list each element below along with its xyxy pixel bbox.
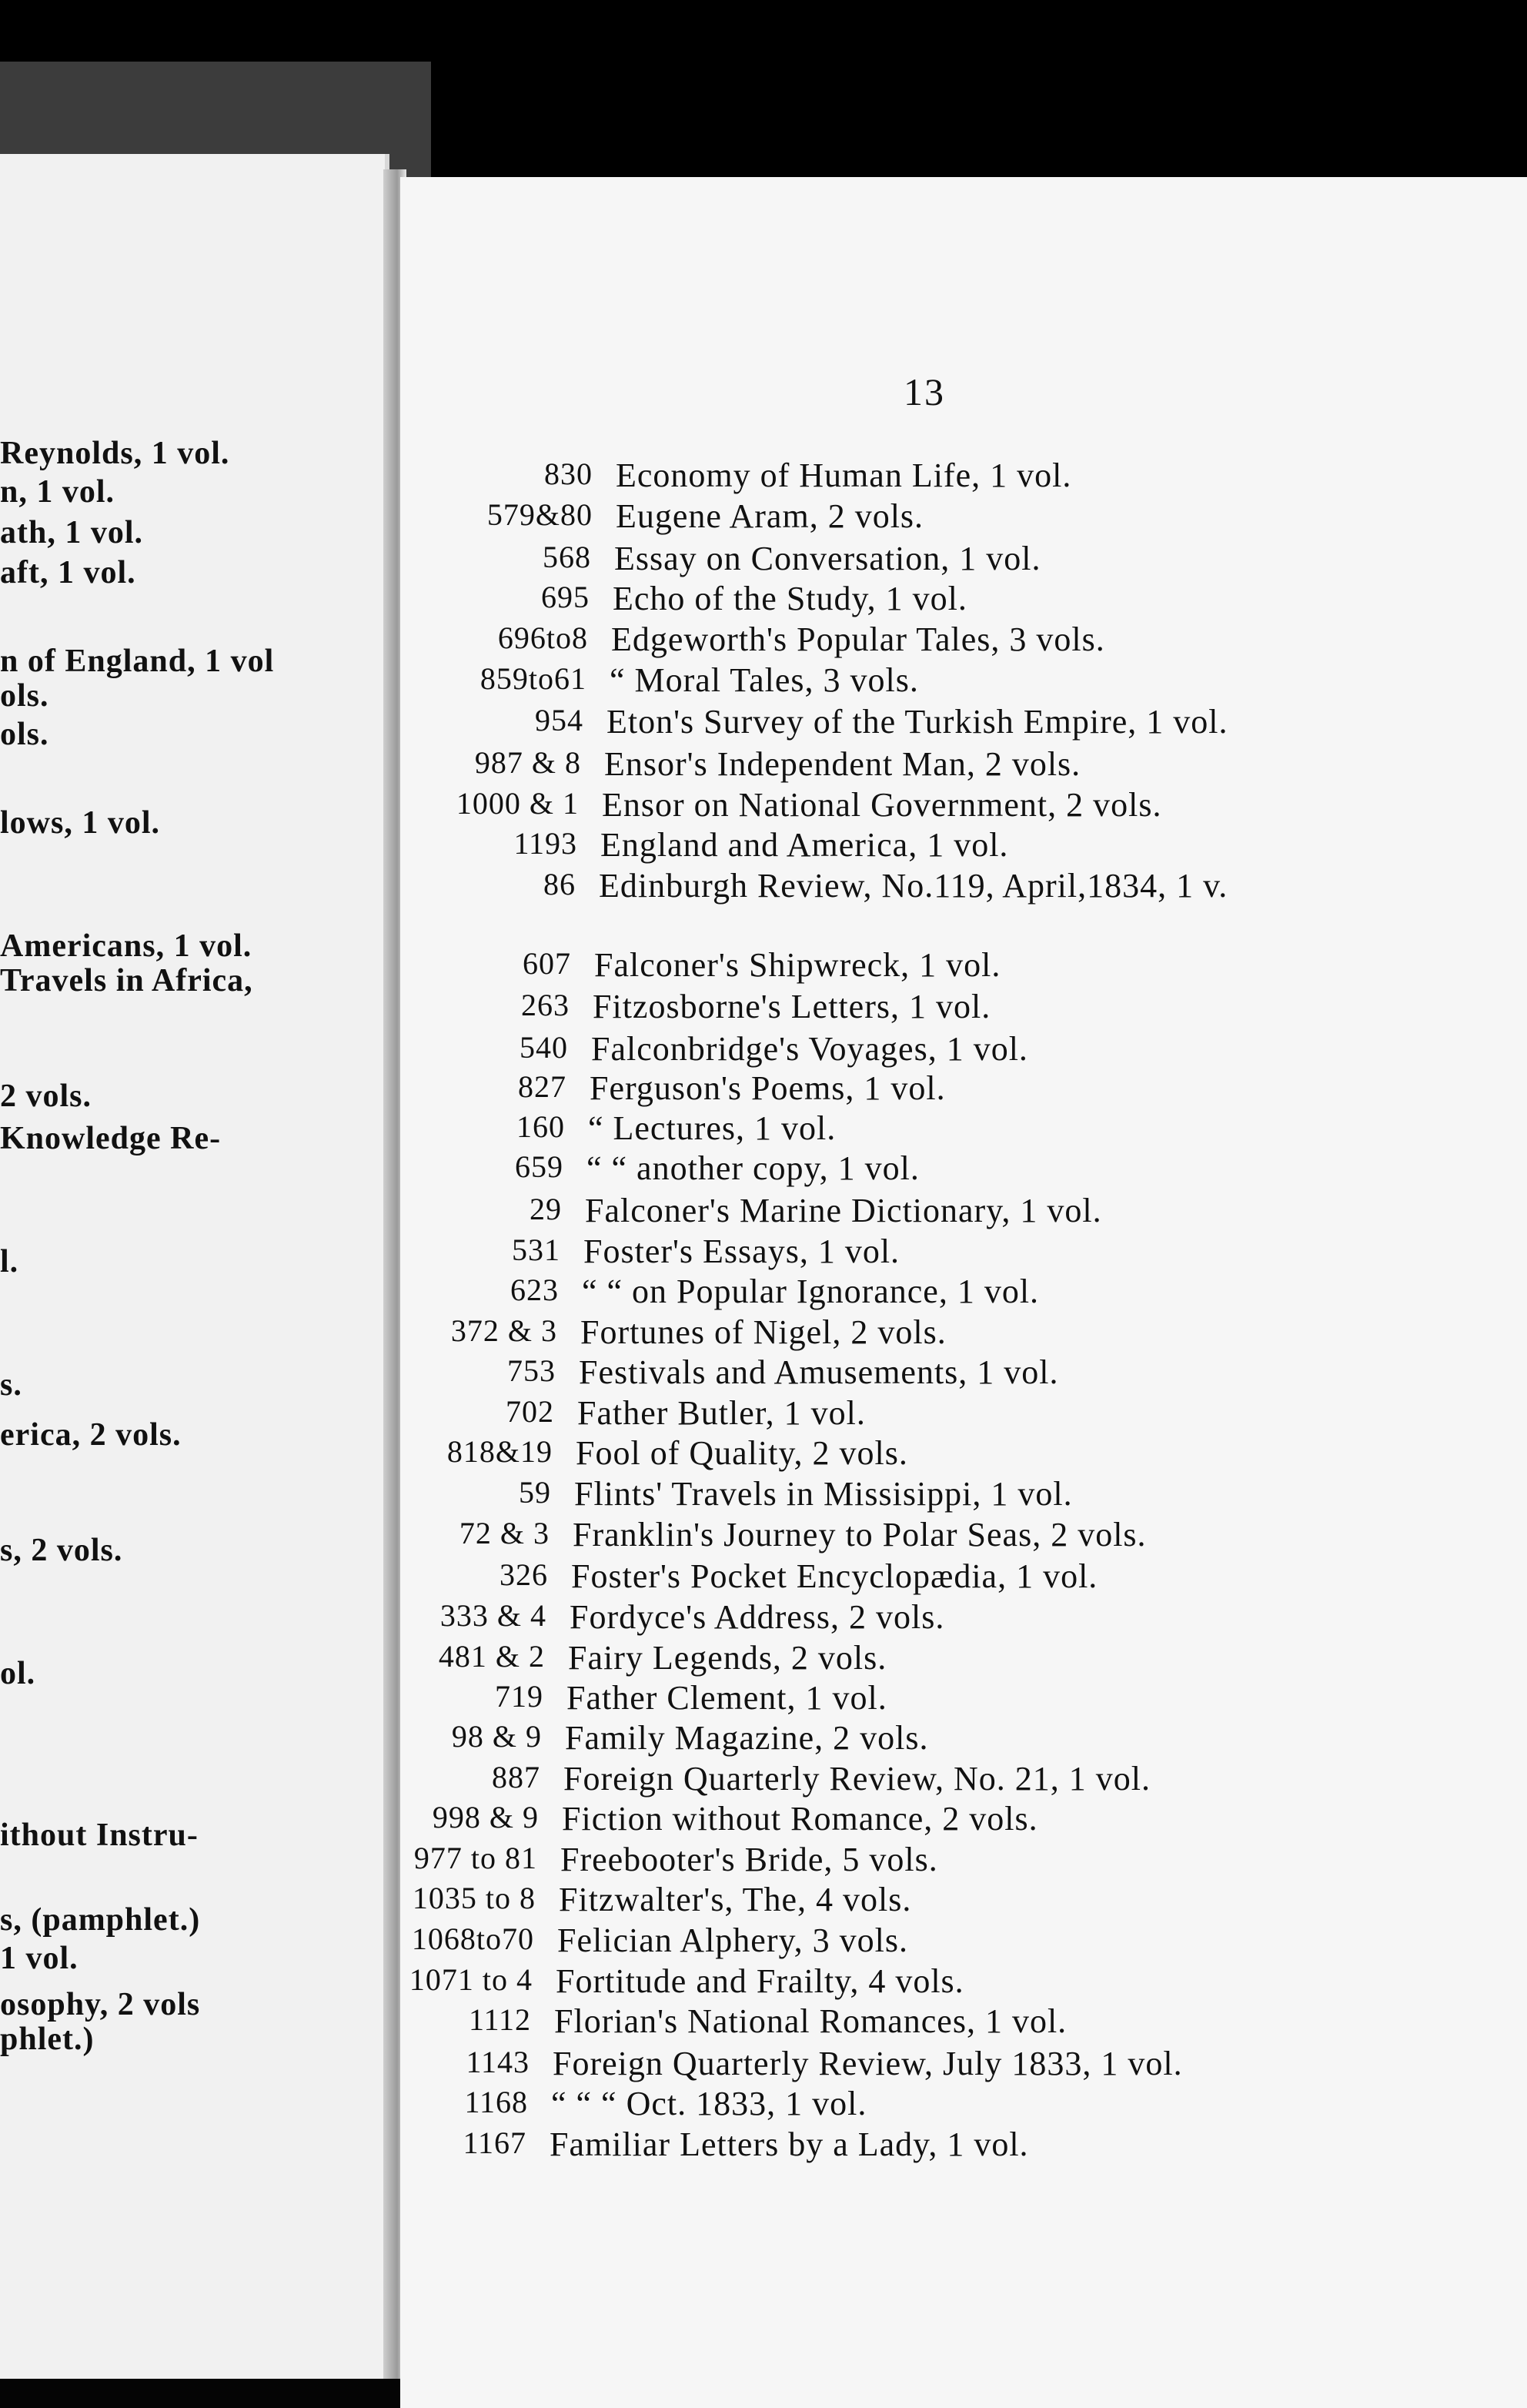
catalogue-entry bbox=[394, 1353, 1509, 1393]
entry-number: 160 bbox=[516, 1109, 565, 1144]
entry-title: Father Butler, 1 vol. bbox=[577, 1394, 866, 1432]
catalogue-entry bbox=[403, 1109, 1509, 1149]
left-page-line: aft, 1 vol. bbox=[0, 555, 136, 590]
catalogue-entry bbox=[414, 866, 1509, 906]
entry-title: England and America, 1 vol. bbox=[600, 826, 1009, 864]
left-page-line: Americans, 1 vol. bbox=[0, 928, 252, 964]
entry-title: Ensor on National Government, 2 vols. bbox=[602, 786, 1162, 824]
entry-title: Fitzwalter's, The, 4 vols. bbox=[559, 1881, 912, 1918]
catalogue-entry bbox=[380, 1718, 1509, 1758]
left-page-line: lows, 1 vol. bbox=[0, 805, 161, 841]
entry-number: 1068to70 bbox=[411, 1921, 534, 1956]
entry-number: 372 & 3 bbox=[450, 1313, 557, 1348]
entry-number: 326 bbox=[500, 1557, 548, 1592]
entry-number: 1168 bbox=[464, 2085, 528, 2119]
entry-title: Edgeworth's Popular Tales, 3 vols. bbox=[611, 620, 1105, 658]
entry-number: 86 bbox=[543, 867, 576, 901]
catalogue-entry bbox=[382, 1678, 1509, 1718]
left-page-line: phlet.) bbox=[0, 2022, 95, 2057]
entry-title: Eton's Survey of the Turkish Empire, 1 vol. bbox=[606, 703, 1228, 741]
entry-number: 695 bbox=[541, 580, 590, 614]
left-page bbox=[0, 154, 389, 2379]
entry-title: Economy of Human Life, 1 vol. bbox=[616, 457, 1072, 494]
entry-title: Festivals and Amusements, 1 vol. bbox=[579, 1353, 1059, 1391]
entry-number: 696to8 bbox=[497, 620, 588, 655]
entry-title: Foreign Quarterly Review, No. 21, 1 vol. bbox=[563, 1760, 1151, 1798]
left-page-line: Reynolds, 1 vol. bbox=[0, 436, 230, 471]
catalogue-entry bbox=[397, 1272, 1509, 1312]
entry-title: Fiction without Romance, 2 vols. bbox=[562, 1800, 1038, 1838]
left-page-line: l. bbox=[0, 1244, 19, 1279]
entry-title: Familiar Letters by a Lady, 1 vol. bbox=[550, 2125, 1029, 2163]
catalogue-entry bbox=[385, 1597, 1509, 1637]
catalogue-entry bbox=[376, 1840, 1509, 1880]
catalogue-entry bbox=[373, 1921, 1509, 1961]
entry-number: 263 bbox=[521, 988, 570, 1022]
entry-title: Essay on Conversation, 1 vol. bbox=[614, 540, 1041, 577]
entry-title: Family Magazine, 2 vols. bbox=[565, 1719, 929, 1757]
catalogue-entry bbox=[431, 497, 1509, 537]
catalogue-entry bbox=[365, 2125, 1509, 2165]
entry-title: Fairy Legends, 2 vols. bbox=[568, 1639, 887, 1677]
entry-number: 540 bbox=[520, 1030, 568, 1065]
catalogue-entry bbox=[366, 2084, 1509, 2124]
catalogue-entry bbox=[417, 785, 1509, 825]
entry-number: 72 & 3 bbox=[459, 1516, 550, 1550]
left-page-line: s. bbox=[0, 1367, 22, 1403]
left-page-line: ols. bbox=[0, 717, 49, 752]
entry-title: “ “ another copy, 1 vol. bbox=[586, 1149, 920, 1187]
catalogue-entry bbox=[399, 1232, 1509, 1272]
catalogue-entry bbox=[383, 1638, 1509, 1678]
entry-number: 568 bbox=[543, 540, 591, 574]
entry-title: Father Clement, 1 vol. bbox=[566, 1679, 887, 1717]
entry-number: 859to61 bbox=[479, 661, 586, 696]
entry-title: Fool of Quality, 2 vols. bbox=[576, 1434, 908, 1472]
entry-title: Falconbridge's Voyages, 1 vol. bbox=[591, 1030, 1028, 1068]
entry-title: Edinburgh Review, No.119, April,1834, 1 v. bbox=[599, 867, 1228, 905]
catalogue-entry bbox=[422, 702, 1509, 742]
left-page-line: s, (pamphlet.) bbox=[0, 1902, 201, 1938]
entry-number: 531 bbox=[512, 1232, 560, 1267]
entry-title: Flints' Travels in Missisippi, 1 vol. bbox=[574, 1475, 1073, 1513]
catalogue-entry bbox=[396, 1313, 1509, 1353]
entry-number: 887 bbox=[492, 1760, 540, 1794]
left-page-line: Travels in Africa, bbox=[0, 963, 253, 998]
entry-number: 333 & 4 bbox=[439, 1598, 546, 1633]
entry-title: Falconer's Shipwreck, 1 vol. bbox=[594, 946, 1001, 984]
catalogue-entry bbox=[368, 2044, 1509, 2084]
entry-number: 1167 bbox=[463, 2125, 526, 2160]
entry-title: Fortitude and Frailty, 4 vols. bbox=[556, 1962, 964, 2000]
catalogue-entry bbox=[377, 1799, 1509, 1839]
catalogue-entry bbox=[408, 987, 1509, 1027]
entry-number: 1071 to 4 bbox=[409, 1962, 533, 1997]
left-page-line: ithout Instru- bbox=[0, 1818, 199, 1853]
left-page-line: ol. bbox=[0, 1656, 36, 1691]
catalogue-entry bbox=[426, 620, 1509, 660]
catalogue-entry bbox=[402, 1149, 1509, 1189]
entry-title: Foster's Pocket Encyclopædia, 1 vol. bbox=[571, 1557, 1098, 1595]
catalogue-entry bbox=[393, 1393, 1509, 1433]
entry-number: 481 & 2 bbox=[438, 1639, 545, 1674]
left-page-line: s, 2 vols. bbox=[0, 1533, 123, 1568]
entry-title: Eugene Aram, 2 vols. bbox=[616, 497, 924, 535]
entry-number: 1000 & 1 bbox=[456, 786, 579, 821]
catalogue-entry bbox=[416, 825, 1509, 865]
entry-number: 1112 bbox=[468, 2002, 531, 2037]
entry-number: 607 bbox=[523, 946, 571, 981]
catalogue-entry bbox=[388, 1515, 1509, 1555]
entry-title: Fitzosborne's Letters, 1 vol. bbox=[593, 988, 991, 1025]
entry-number: 659 bbox=[515, 1149, 563, 1184]
entry-number: 1143 bbox=[466, 2045, 530, 2079]
entry-number: 98 & 9 bbox=[451, 1719, 542, 1754]
entry-title: Fortunes of Nigel, 2 vols. bbox=[580, 1313, 947, 1351]
entry-title: Echo of the Study, 1 vol. bbox=[613, 580, 967, 617]
entry-number: 719 bbox=[495, 1679, 543, 1714]
left-page-line: erica, 2 vols. bbox=[0, 1417, 182, 1453]
catalogue-entry bbox=[369, 2002, 1509, 2042]
left-page-line: Knowledge Re- bbox=[0, 1121, 222, 1156]
left-page-line: n, 1 vol. bbox=[0, 474, 115, 510]
catalogue-entry bbox=[425, 661, 1509, 701]
entry-title: Felician Alphery, 3 vols. bbox=[557, 1921, 908, 1959]
entry-title: Ferguson's Poems, 1 vol. bbox=[590, 1069, 946, 1107]
entry-title: Ensor's Independent Man, 2 vols. bbox=[604, 745, 1081, 783]
entry-title: “ “ on Popular Ignorance, 1 vol. bbox=[582, 1273, 1040, 1310]
catalogue-entry bbox=[409, 945, 1509, 985]
catalogue-entry bbox=[429, 539, 1509, 579]
entry-number: 59 bbox=[519, 1475, 551, 1510]
entry-number: 579&80 bbox=[486, 497, 593, 532]
left-page-line: ols. bbox=[0, 678, 49, 714]
entry-title: “ “ “ Oct. 1833, 1 vol. bbox=[551, 2085, 867, 2122]
entry-number: 753 bbox=[507, 1353, 556, 1388]
catalogue-entry bbox=[419, 744, 1509, 784]
catalogue-entry bbox=[391, 1433, 1509, 1473]
left-page-line: 1 vol. bbox=[0, 1941, 79, 1976]
entry-number: 623 bbox=[510, 1273, 559, 1307]
catalogue-entry bbox=[371, 1962, 1509, 2002]
left-page-line: n of England, 1 vol bbox=[0, 644, 275, 679]
left-page-line: 2 vols. bbox=[0, 1079, 92, 1114]
catalogue-entry bbox=[386, 1557, 1509, 1597]
entry-number: 818&19 bbox=[446, 1434, 553, 1469]
entry-title: “ Lectures, 1 vol. bbox=[588, 1109, 837, 1147]
catalogue-entry bbox=[400, 1191, 1509, 1231]
catalogue-entry bbox=[374, 1880, 1509, 1920]
catalogue-entry bbox=[431, 456, 1509, 496]
entry-number: 1035 to 8 bbox=[412, 1881, 536, 1915]
entry-title: Falconer's Marine Dictionary, 1 vol. bbox=[585, 1192, 1102, 1229]
entry-number: 827 bbox=[518, 1069, 566, 1104]
entry-number: 702 bbox=[506, 1394, 554, 1429]
entry-number: 998 & 9 bbox=[432, 1800, 539, 1834]
entry-number: 954 bbox=[535, 703, 583, 737]
entry-number: 1193 bbox=[513, 826, 577, 861]
entry-number: 987 & 8 bbox=[474, 745, 581, 780]
entry-title: Freebooter's Bride, 5 vols. bbox=[560, 1841, 938, 1878]
catalogue-entry bbox=[406, 1029, 1509, 1069]
entry-title: Fordyce's Address, 2 vols. bbox=[570, 1598, 945, 1636]
left-page-line: ath, 1 vol. bbox=[0, 515, 144, 550]
catalogue-entry bbox=[389, 1474, 1509, 1514]
entry-title: “ Moral Tales, 3 vols. bbox=[610, 661, 919, 699]
page-number: 13 bbox=[904, 370, 945, 413]
entry-number: 29 bbox=[530, 1192, 562, 1226]
entry-number: 830 bbox=[544, 457, 593, 491]
entry-title: Foreign Quarterly Review, July 1833, 1 vol. bbox=[553, 2045, 1183, 2082]
catalogue-entry bbox=[428, 579, 1509, 619]
entry-title: Florian's National Romances, 1 vol. bbox=[554, 2002, 1068, 2040]
entry-title: Franklin's Journey to Polar Seas, 2 vols. bbox=[573, 1516, 1147, 1553]
entry-number: 977 to 81 bbox=[413, 1841, 537, 1875]
catalogue-entry bbox=[405, 1069, 1509, 1109]
left-page-line: osophy, 2 vols bbox=[0, 1987, 201, 2022]
entry-title: Foster's Essays, 1 vol. bbox=[583, 1232, 900, 1270]
catalogue-entry bbox=[379, 1759, 1509, 1799]
